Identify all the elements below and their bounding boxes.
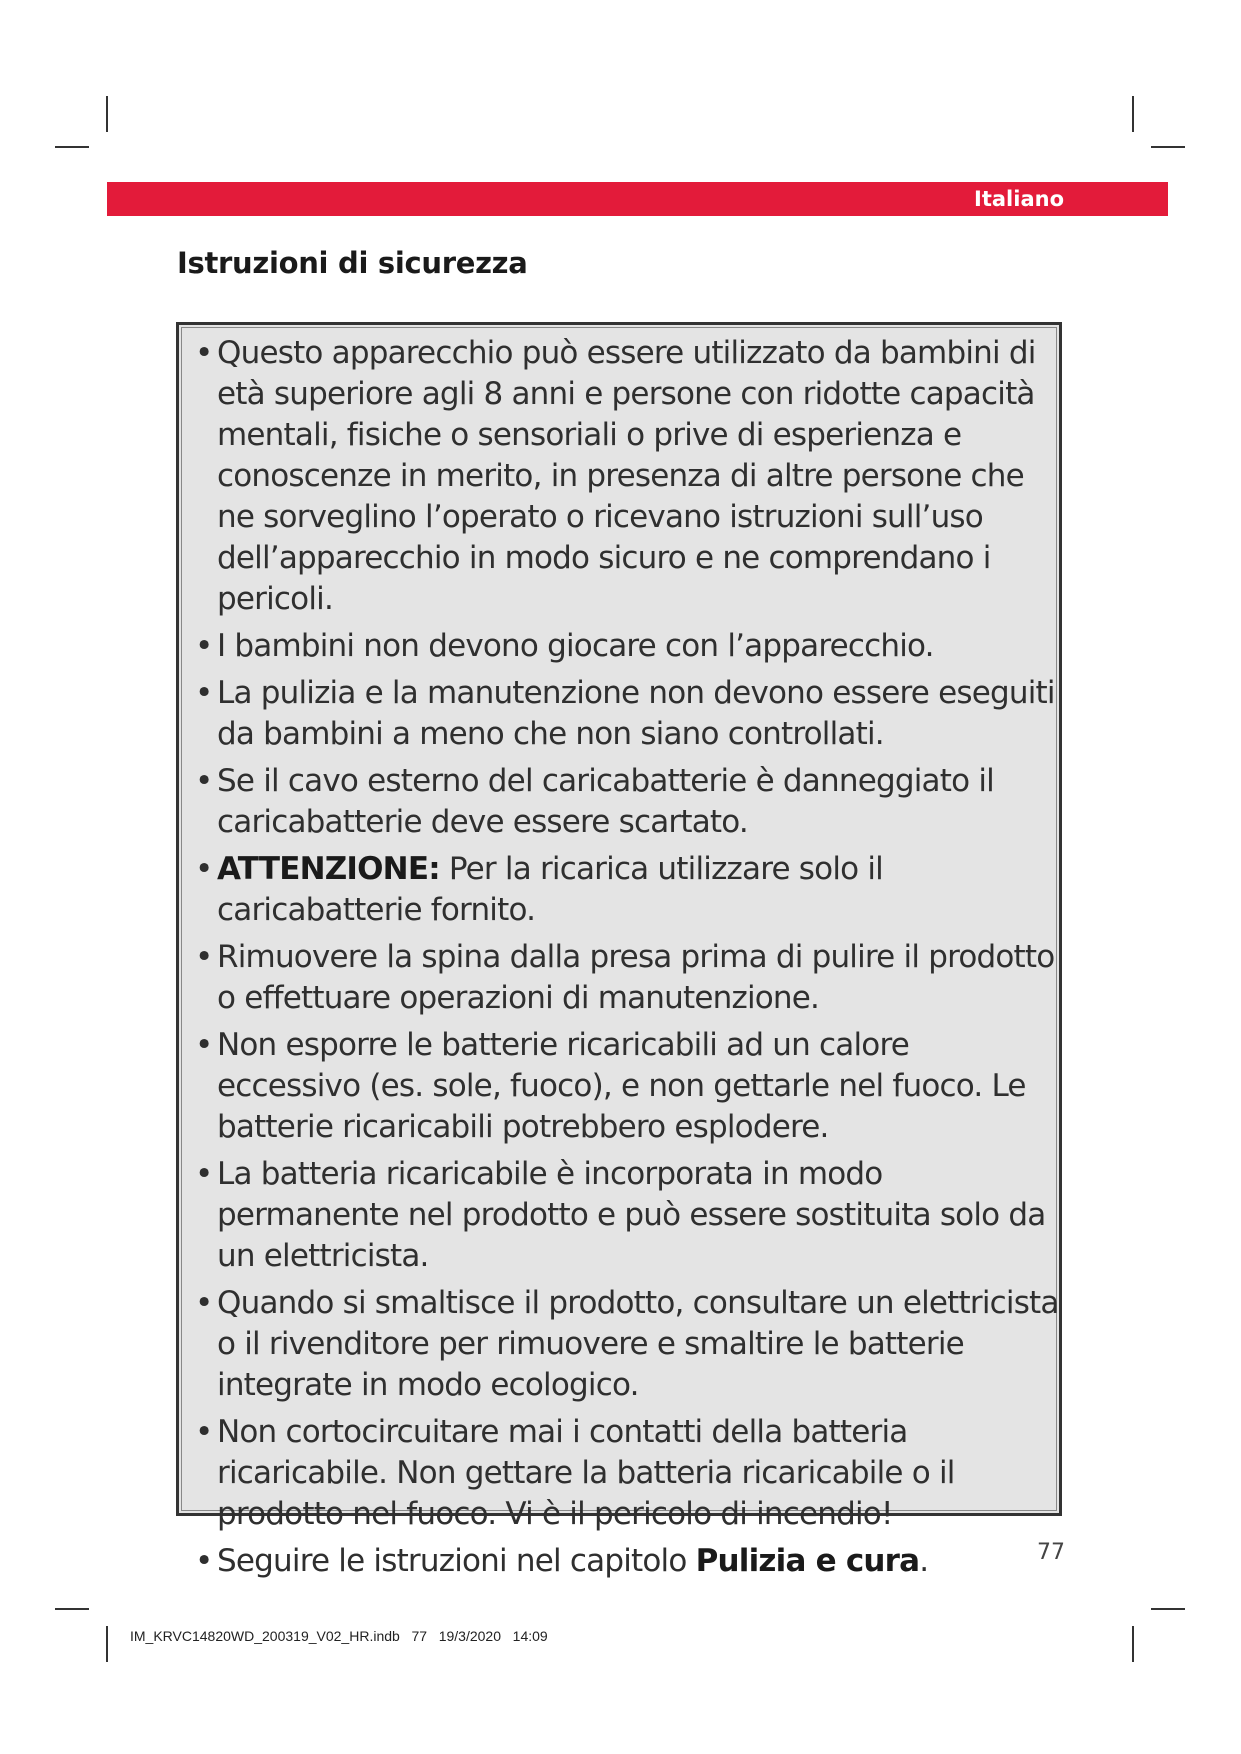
bullet-icon: • — [195, 939, 213, 975]
bullet-icon: • — [195, 1543, 213, 1579]
list-item-warning — [195, 849, 1061, 931]
bullet-icon: • — [195, 628, 213, 664]
section-title: Istruzioni di sicurezza — [177, 246, 528, 280]
list-item — [195, 937, 1061, 1019]
crop-mark — [1132, 96, 1134, 132]
item-text: Quando si smaltisce il prodotto, consultare un elettricista o il rivenditore per rimuovere e smaltire le batterie integrate in modo ecologico. — [217, 1285, 1059, 1403]
item-text: Se il cavo esterno del caricabatterie è danneggiato il caricabatterie deve essere scartato. — [217, 763, 994, 840]
list-item — [195, 333, 1061, 620]
page-number: 77 — [1037, 1540, 1065, 1565]
list-item-chapter-reference — [195, 1541, 1061, 1582]
warning-label: ATTENZIONE: — [217, 851, 440, 887]
list-item — [195, 1025, 1061, 1148]
safety-list — [195, 333, 1061, 1588]
item-text: La batteria ricaricabile è incorporata in modo permanente nel prodotto e può essere sostituita solo da un elettricista. — [217, 1156, 1046, 1274]
bullet-icon: • — [195, 335, 213, 371]
item-text: Rimuovere la spina dalla presa prima di pulire il prodotto o effettuare operazioni di manutenzione. — [217, 939, 1055, 1016]
bullet-icon: • — [195, 1027, 213, 1063]
list-item — [195, 673, 1061, 755]
item-text: I bambini non devono giocare con l’apparecchio. — [217, 628, 934, 664]
bullet-icon: • — [195, 675, 213, 711]
item-text: Per la ricarica utilizzare solo il caricabatterie fornito. — [217, 851, 883, 928]
list-item — [195, 1154, 1061, 1277]
crop-mark — [55, 1608, 89, 1610]
language-label: Italiano — [974, 187, 1064, 211]
crop-mark — [1151, 146, 1185, 148]
item-text: Non cortocircuitare mai i contatti della batteria ricaricabile. Non gettare la batteria ricaricabile o il prodotto nel fuoco. Vi è il pericolo di incendio! — [217, 1414, 955, 1532]
crop-mark — [1132, 1626, 1134, 1662]
language-header-bar — [107, 182, 1168, 216]
bullet-icon: • — [195, 851, 213, 887]
list-item — [195, 1283, 1061, 1406]
list-item — [195, 1412, 1061, 1535]
crop-mark — [106, 96, 108, 132]
list-item — [195, 626, 1061, 667]
bullet-icon: • — [195, 1414, 213, 1450]
bullet-icon: • — [195, 763, 213, 799]
item-text: La pulizia e la manutenzione non devono essere eseguiti da bambini a meno che non siano controllati. — [217, 675, 1055, 752]
crop-mark — [106, 1626, 108, 1662]
crop-mark — [55, 146, 89, 148]
item-text: Non esporre le batterie ricaricabili ad un calore eccessivo (es. sole, fuoco), e non gettarle nel fuoco. Le batterie ricaricabili potrebbero esplodere. — [217, 1027, 1026, 1145]
crop-mark — [1151, 1608, 1185, 1610]
item-text-end: . — [919, 1543, 929, 1579]
bullet-icon: • — [195, 1156, 213, 1192]
bullet-icon: • — [195, 1285, 213, 1321]
list-item — [195, 761, 1061, 843]
print-footer: IM_KRVC14820WD_200319_V02_HR.indb 77 19/3/2020 14:09 — [130, 1628, 548, 1644]
item-text: Questo apparecchio può essere utilizzato da bambini di età superiore agli 8 anni e persone con ridotte capacità mentali, fisiche o sensoriali o prive di esperienza e conoscenze in merito, in presenza di altre persone che ne sorveglino l’operato o ricevano istruzioni sull’uso dell’apparecchio in modo sicuro e ne comprendano i pericoli. — [217, 335, 1036, 617]
item-text: Seguire le istruzioni nel capitolo — [217, 1543, 687, 1579]
chapter-reference: Pulizia e cura — [695, 1543, 920, 1579]
